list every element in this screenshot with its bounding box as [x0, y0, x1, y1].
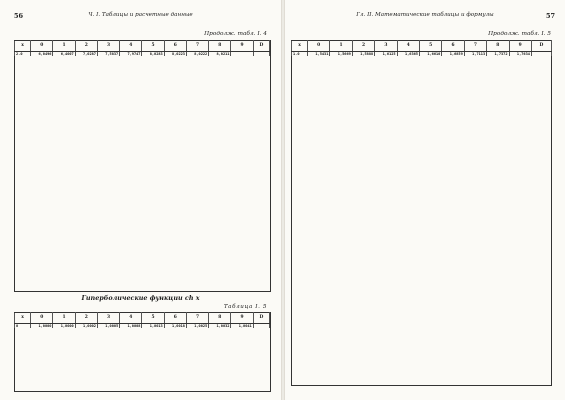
right-table-frame	[291, 40, 552, 386]
right-cell: 1,7634	[509, 52, 531, 57]
right-column-header-9: 8	[487, 41, 509, 52]
right-table-body	[292, 52, 552, 57]
right-table-row	[292, 52, 552, 57]
hyperbolic-cell	[253, 324, 269, 329]
hyperbolic-cell: 1,0018	[164, 324, 186, 329]
hyperbolic-column-header-2: 1	[53, 313, 75, 324]
left-cell: 7,0287	[75, 52, 97, 57]
left-column-header-11: D	[253, 41, 269, 52]
hyperbolic-cell: 1,0032	[209, 324, 231, 329]
left-table-frame	[14, 40, 271, 292]
hyperbolic-column-header-8: 7	[186, 313, 208, 324]
right-column-header-1: 0	[308, 41, 330, 52]
right-cell	[531, 52, 551, 57]
left-column-header-1: 0	[31, 41, 53, 52]
left-column-header-6: 5	[142, 41, 164, 52]
right-column-header-7: 6	[442, 41, 464, 52]
left-cell	[231, 52, 253, 57]
right-column-header-2: 1	[330, 41, 352, 52]
right-table-header-row	[292, 41, 552, 52]
left-cell: 8,0283	[142, 52, 164, 57]
left-running-title: Ч. I. Таблицы и расчетные данные	[88, 12, 193, 18]
left-column-header-2: 1	[53, 41, 75, 52]
hyperbolic-table-body	[15, 324, 270, 329]
left-page	[0, 0, 281, 400]
left-column-header-8: 7	[186, 41, 208, 52]
hyperbolic-cell: 1,0008	[120, 324, 142, 329]
hyperbolic-cell: 1,0000	[31, 324, 53, 329]
left-row-key: 2.0	[15, 52, 31, 57]
left-column-header-0: x	[15, 41, 31, 52]
left-table-header-row	[15, 41, 270, 52]
hyperbolic-cell: 1,0002	[75, 324, 97, 329]
hyperbolic-row-key: 0	[15, 324, 31, 329]
hyperbolic-column-header-5: 4	[120, 313, 142, 324]
left-cell: 8,0211	[209, 52, 231, 57]
left-column-header-9: 8	[209, 41, 231, 52]
right-running-title: Гл. II. Математические таблицы и формулы	[356, 12, 494, 18]
right-page-header	[285, 12, 565, 24]
left-cell: 6,0496	[31, 52, 53, 57]
left-cell: 8,0222	[186, 52, 208, 57]
hyperbolic-column-header-0: x	[15, 313, 31, 324]
hyperbolic-column-header-7: 6	[164, 313, 186, 324]
left-cell: 7,5837	[97, 52, 119, 57]
right-page-number: 57	[545, 12, 555, 20]
left-column-header-3: 2	[75, 41, 97, 52]
right-continuation-note: Продолж. табл. I. 5	[488, 31, 551, 37]
hyperbolic-column-header-9: 8	[209, 313, 231, 324]
left-page-number: 56	[14, 12, 24, 20]
left-column-header-5: 4	[120, 41, 142, 52]
hyperbolic-cell: 1,0005	[97, 324, 119, 329]
hyperbolic-column-header-6: 5	[142, 313, 164, 324]
hyperbolic-cell: 1,0041	[231, 324, 253, 329]
left-table-row	[15, 52, 270, 57]
left-cell: 6,4007	[53, 52, 75, 57]
right-cell: 1,7113	[464, 52, 486, 57]
hyperbolic-table-row	[15, 324, 270, 329]
hyperbolic-column-header-4: 3	[97, 313, 119, 324]
right-cell: 1,6365	[397, 52, 419, 57]
right-column-header-5: 4	[397, 41, 419, 52]
right-cell: 1,5431	[308, 52, 330, 57]
hyperbolic-cell: 1,0013	[142, 324, 164, 329]
right-column-header-0: x	[292, 41, 308, 52]
hyperbolic-table-label: Таблица I. 5	[223, 304, 267, 310]
left-table-body	[15, 52, 270, 57]
hyperbolic-cell: 1,0025	[186, 324, 208, 329]
hyperbolic-table-header-row	[15, 313, 270, 324]
left-cell	[253, 52, 269, 57]
right-cell: 1,7372	[487, 52, 509, 57]
left-page-header	[0, 12, 281, 24]
hyperbolic-column-header-3: 2	[75, 313, 97, 324]
hyperbolic-column-header-11: D	[253, 313, 269, 324]
right-column-header-6: 5	[419, 41, 441, 52]
right-column-header-8: 7	[464, 41, 486, 52]
right-row-key: 1.0	[292, 52, 308, 57]
right-page	[285, 0, 565, 400]
right-cell: 1,6859	[442, 52, 464, 57]
right-column-header-3: 2	[352, 41, 374, 52]
right-column-header-10: 9	[509, 41, 531, 52]
left-column-header-10: 9	[231, 41, 253, 52]
right-cell: 1,5888	[352, 52, 374, 57]
right-cell: 1,5669	[330, 52, 352, 57]
hyperbolic-cell: 1,0000	[53, 324, 75, 329]
hyperbolic-table	[14, 312, 270, 328]
left-column-header-4: 3	[97, 41, 119, 52]
right-table	[291, 40, 552, 56]
right-cell: 1,6610	[419, 52, 441, 57]
left-cell: 8,0223	[164, 52, 186, 57]
left-table	[14, 40, 270, 56]
hyperbolic-column-header-10: 9	[231, 313, 253, 324]
right-column-header-11: D	[531, 41, 551, 52]
left-continuation-note: Продолж. табл. I. 4	[204, 31, 267, 37]
left-column-header-7: 6	[164, 41, 186, 52]
hyperbolic-column-header-1: 0	[31, 313, 53, 324]
right-cell: 1,6125	[375, 52, 397, 57]
right-column-header-4: 3	[375, 41, 397, 52]
hyperbolic-section-title: Гиперболические функции ch x	[81, 294, 200, 302]
left-cell: 7,9747	[120, 52, 142, 57]
